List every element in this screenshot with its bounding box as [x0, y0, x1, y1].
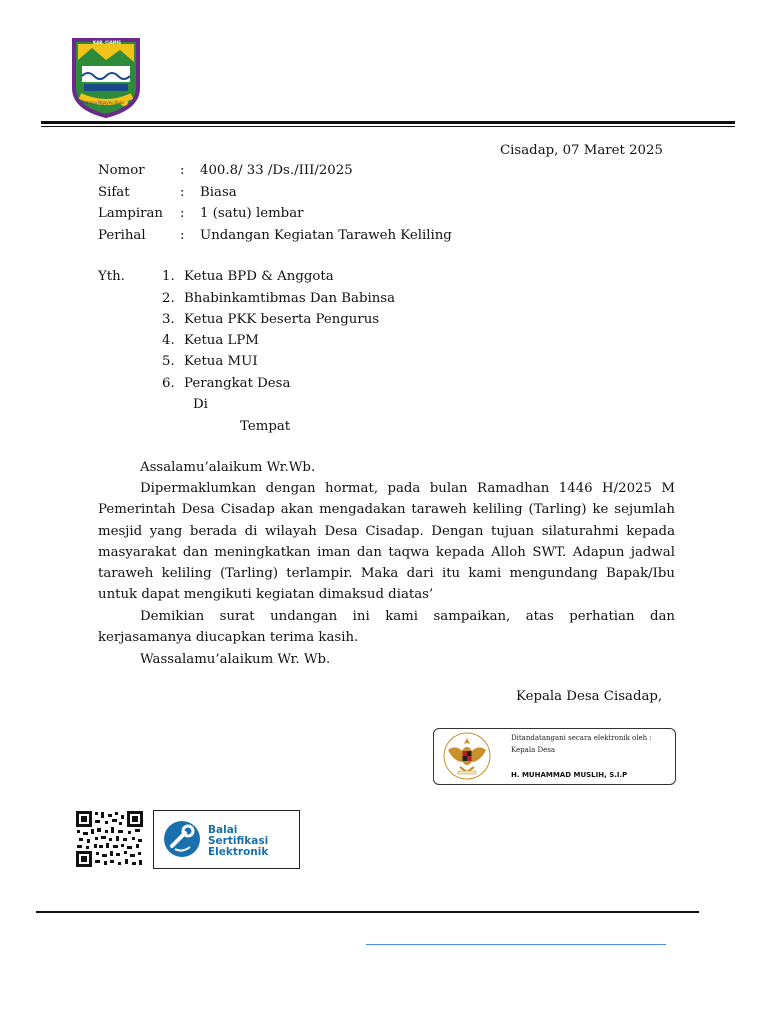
bsre-name-line2: Sertifikasi — [208, 835, 269, 847]
recipient-di: Di — [193, 397, 208, 412]
greeting: Assalamu’alaikum Wr.Wb. — [140, 460, 316, 475]
recipient-number: 4. — [162, 333, 175, 348]
recipient-number: 6. — [162, 376, 175, 391]
bsre-logo-box — [153, 810, 300, 869]
signatory-title: Kepala Desa Cisadap, — [516, 689, 663, 704]
recipient-item: Perangkat Desa — [184, 376, 291, 391]
letterhead-rule-thick — [41, 121, 735, 124]
signatory-name: H. MUHAMMAD MUSLIH, S.I.P — [511, 771, 628, 779]
farewell: Wassalamu’alaikum Wr. Wb. — [140, 652, 331, 667]
field-label-perihal: Perihal — [98, 228, 146, 243]
signature-statement: Ditandatangani secara elektronik oleh : — [511, 734, 652, 742]
field-value-sifat: Biasa — [200, 185, 237, 200]
signature-position: Kepala Desa — [511, 746, 555, 754]
garuda-emblem-icon — [442, 732, 492, 780]
bsre-name-line1: Balai — [208, 824, 238, 836]
qr-code — [75, 810, 144, 868]
recipient-item: Bhabinkamtibmas Dan Babinsa — [184, 291, 396, 306]
field-label-sifat: Sifat — [98, 185, 130, 200]
recipient-item: Ketua BPD & Anggota — [184, 269, 334, 284]
recipient-tempat: Tempat — [240, 419, 291, 434]
recipient-item: Ketua LPM — [184, 333, 259, 348]
recipient-item: Ketua MUI — [184, 354, 258, 369]
logo-caption-bottom: Rahayu Ngayeu Kota — [82, 100, 124, 105]
recipient-number: 5. — [162, 354, 175, 369]
field-label-nomor: Nomor — [98, 163, 145, 178]
logo-caption-top: KAB. CIAMIS — [93, 40, 122, 45]
letter-date: Cisadap, 07 Maret 2025 — [500, 143, 663, 158]
recipient-number: 1. — [162, 269, 175, 284]
bsre-logo-icon — [163, 820, 201, 858]
recipient-item: Ketua PKK beserta Pengurus — [184, 312, 380, 327]
bsre-name-line3: Elektronik — [208, 846, 269, 858]
field-value-perihal: Undangan Kegiatan Taraweh Keliling — [200, 228, 452, 243]
letterhead-rule-thin — [41, 126, 735, 127]
field-sep-nomor: : — [180, 163, 185, 178]
recipient-number: 2. — [162, 291, 175, 306]
body-paragraph: Dipermaklumkan dengan hormat, pada bulan Ramadhan 1446 H/2025 M Pemerintah Desa Cisadap akan mengadakan taraweh keliling (Tarling) ke sejumlah mesjid yang berada di wilayah Desa Cisadap. Dengan tujuan silaturahmi kepada masyarakat dan meningkatkan iman dan taqwa kepada Alloh SWT. Adapun jadwal taraweh keliling (Tarling) terlampir. Maka dari itu kami mengundang Bapak/Ibu untuk dapat mengikuti kegiatan dimaksud diatas’ — [98, 481, 675, 603]
field-label-lampiran: Lampiran — [98, 206, 163, 221]
field-sep-perihal: : — [180, 228, 185, 243]
regency-logo — [70, 36, 142, 118]
recipient-number: 3. — [162, 312, 175, 327]
field-sep-lampiran: : — [180, 206, 185, 221]
field-value-lampiran: 1 (satu) lembar — [200, 206, 304, 221]
recipient-prefix: Yth. — [98, 269, 125, 284]
footer-link-underline — [366, 944, 666, 945]
field-value-nomor: 400.8/ 33 /Ds./III/2025 — [200, 163, 353, 178]
electronic-signature-box — [433, 728, 676, 785]
footer-rule — [36, 911, 699, 913]
closing-paragraph: Demikian surat undangan ini kami sampaikan, atas perhatian dan kerjasamanya diucapkan terima kasih. — [98, 609, 675, 646]
field-sep-sifat: : — [180, 185, 185, 200]
